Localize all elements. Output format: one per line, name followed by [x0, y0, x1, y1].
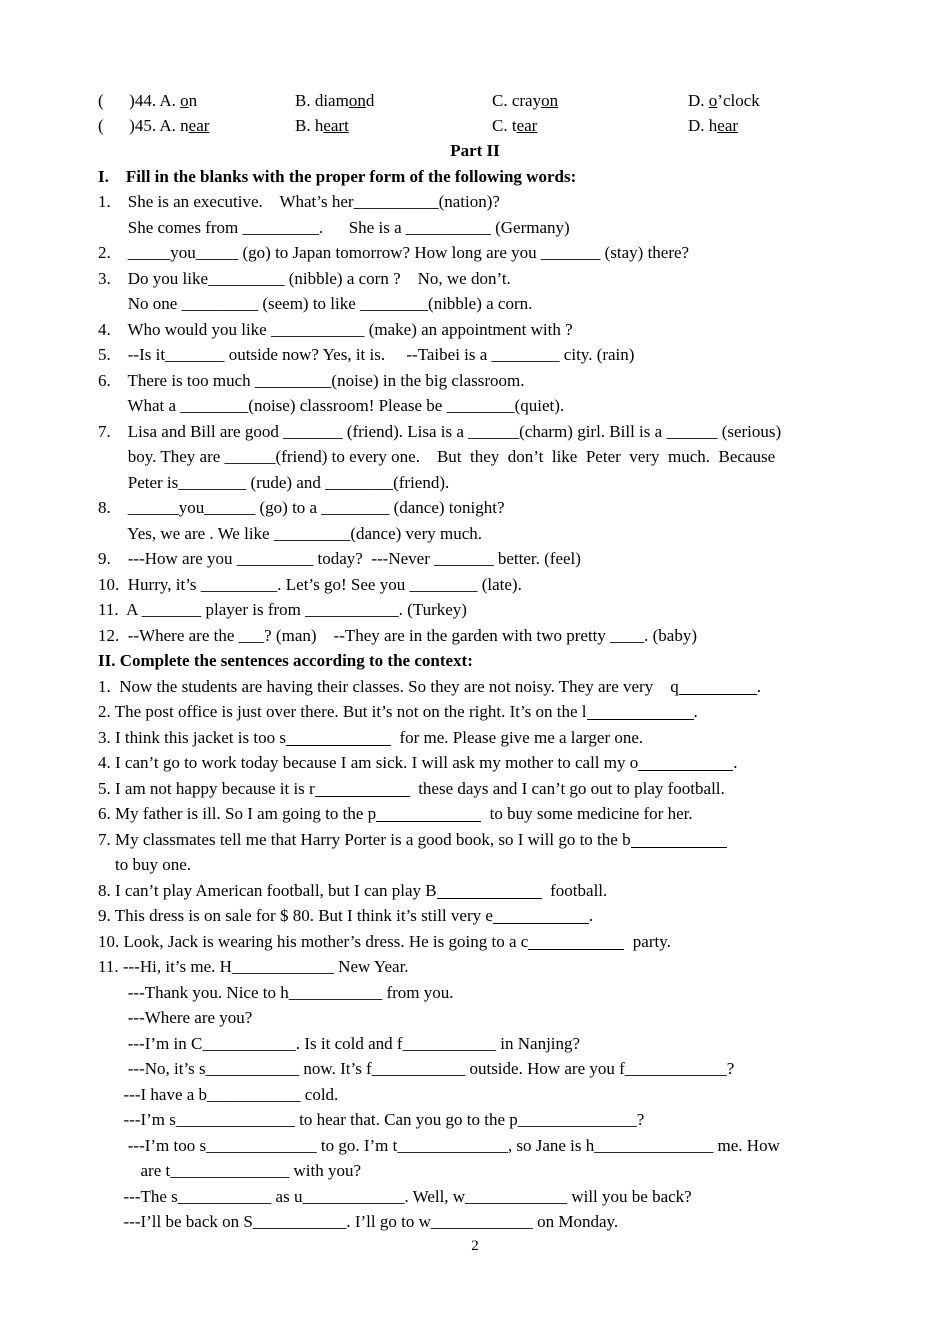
- context-item: 9. This dress is on sale for $ 80. But I think it’s still very e .: [98, 906, 594, 925]
- context-item: 7. My classmates tell me that Harry Porter is a good book, so I will go to the b: [98, 830, 727, 850]
- fill-line: 3. Do you like_________ (nibble) a corn ? No, we don’t.: [98, 269, 511, 288]
- context-item: 3. I think this jacket is too s for me. Please give me a larger one.: [98, 728, 644, 747]
- fill-line: 1. She is an executive. What’s her__________(nation)?: [98, 192, 500, 211]
- answer-blank[interactable]: [638, 755, 733, 771]
- answer-blank[interactable]: [528, 934, 624, 950]
- context-item: 8. I can’t play American football, but I can play B football.: [98, 881, 608, 900]
- answer-blank[interactable]: [587, 704, 694, 720]
- dialogue-line: 11. ---Hi, it’s me. H____________ New Year.: [98, 957, 409, 976]
- mc-option-c: C. tear: [492, 116, 538, 135]
- mc-number: ( )45. A. near: [98, 116, 210, 135]
- fill-line: Yes, we are . We like _________(dance) very much.: [98, 524, 483, 543]
- mc-option-c: C. crayon: [492, 91, 559, 110]
- dialogue-line: ---The s___________ as u____________. Well, w____________ will you be back?: [98, 1187, 692, 1206]
- fill-line: 8. ______you______ (go) to a ________ (dance) tonight?: [98, 498, 505, 517]
- fill-line: She comes from _________. She is a __________ (Germany): [98, 218, 570, 237]
- fill-line: 6. There is too much _________(noise) in the big classroom.: [98, 371, 525, 390]
- dialogue-line: ---No, it’s s___________ now. It’s f___________ outside. How are you f____________?: [98, 1059, 735, 1078]
- part-title: Part II: [450, 141, 500, 160]
- mc-question-44: [0, 91, 760, 111]
- context-item: 6. My father is ill. So I am going to the p to buy some medicine for her.: [98, 804, 693, 823]
- context-item: 10. Look, Jack is wearing his mother’s dress. He is going to a c party.: [98, 932, 671, 951]
- context-item: to buy one.: [98, 855, 192, 874]
- dialogue-line: ---I have a b___________ cold.: [98, 1085, 339, 1104]
- context-item: 5. I am not happy because it is r these days and I can’t go out to play football.: [98, 779, 725, 798]
- mc-number: ( )44. A. on: [98, 91, 198, 110]
- answer-blank[interactable]: [376, 806, 481, 822]
- dialogue-line: ---Where are you?: [98, 1008, 253, 1027]
- dialogue-line: ---Thank you. Nice to h___________ from you.: [98, 983, 454, 1002]
- fill-line: 12. --Where are the ___? (man) --They are in the garden with two pretty ____. (baby): [98, 626, 698, 645]
- fill-line: 2. _____you_____ (go) to Japan tomorrow? How long are you _______ (stay) there?: [98, 243, 690, 262]
- page-number: 2: [471, 1238, 479, 1254]
- fill-line: Peter is________ (rude) and ________(friend).: [98, 473, 450, 492]
- dialogue-line: ---I’m too s_____________ to go. I’m t_____________, so Jane is h______________ me. How: [98, 1136, 780, 1155]
- context-item: 4. I can’t go to work today because I am sick. I will ask my mother to call my o .: [98, 753, 738, 772]
- answer-blank[interactable]: [286, 730, 391, 746]
- section-2-title: II. Complete the sentences according to the context:: [98, 651, 473, 670]
- answer-blank[interactable]: [679, 679, 757, 695]
- fill-line: 11. A _______ player is from ___________. (Turkey): [98, 600, 467, 619]
- fill-line: What a ________(noise) classroom! Please be ________(quiet).: [98, 396, 565, 415]
- fill-line: 5. --Is it_______ outside now? Yes, it is. --Taibei is a ________ city. (rain): [98, 345, 635, 364]
- section-1-title: I. Fill in the blanks with the proper form of the following words:: [98, 167, 577, 186]
- answer-blank[interactable]: [631, 832, 727, 848]
- mc-question-45: [0, 116, 739, 136]
- mc-option-b: B. heart: [295, 116, 349, 135]
- fill-line: 9. ---How are you _________ today? ---Never _______ better. (feel): [98, 549, 581, 568]
- context-item: 1. Now the students are having their classes. So they are not noisy. They are very q .: [98, 677, 761, 696]
- answer-blank[interactable]: [437, 883, 542, 899]
- mc-option-d: D. o’clock: [688, 91, 760, 110]
- fill-line: 7. Lisa and Bill are good _______ (friend). Lisa is a ______(charm) girl. Bill is a ______ (serious): [98, 422, 782, 441]
- answer-blank[interactable]: [493, 908, 589, 924]
- fill-line: 4. Who would you like ___________ (make) an appointment with ?: [98, 320, 573, 339]
- answer-blank[interactable]: [315, 781, 410, 797]
- context-item: 2. The post office is just over there. But it’s not on the right. It’s on the l .: [98, 702, 698, 721]
- dialogue-line: are t______________ with you?: [98, 1161, 361, 1180]
- fill-line: 10. Hurry, it’s _________. Let’s go! See you ________ (late).: [98, 575, 522, 594]
- mc-option-b: B. diamond: [295, 91, 375, 110]
- dialogue-line: ---I’m in C___________. Is it cold and f___________ in Nanjing?: [98, 1034, 581, 1053]
- fill-line: boy. They are ______(friend) to every one. But they don’t like Peter very much. Because: [98, 447, 776, 466]
- dialogue-line: ---I’m s______________ to hear that. Can you go to the p______________?: [98, 1110, 645, 1129]
- fill-line: No one _________ (seem) to like ________(nibble) a corn.: [98, 294, 533, 313]
- dialogue-line: ---I’ll be back on S___________. I’ll go to w____________ on Monday.: [98, 1212, 619, 1231]
- mc-option-d: D. hear: [688, 116, 739, 135]
